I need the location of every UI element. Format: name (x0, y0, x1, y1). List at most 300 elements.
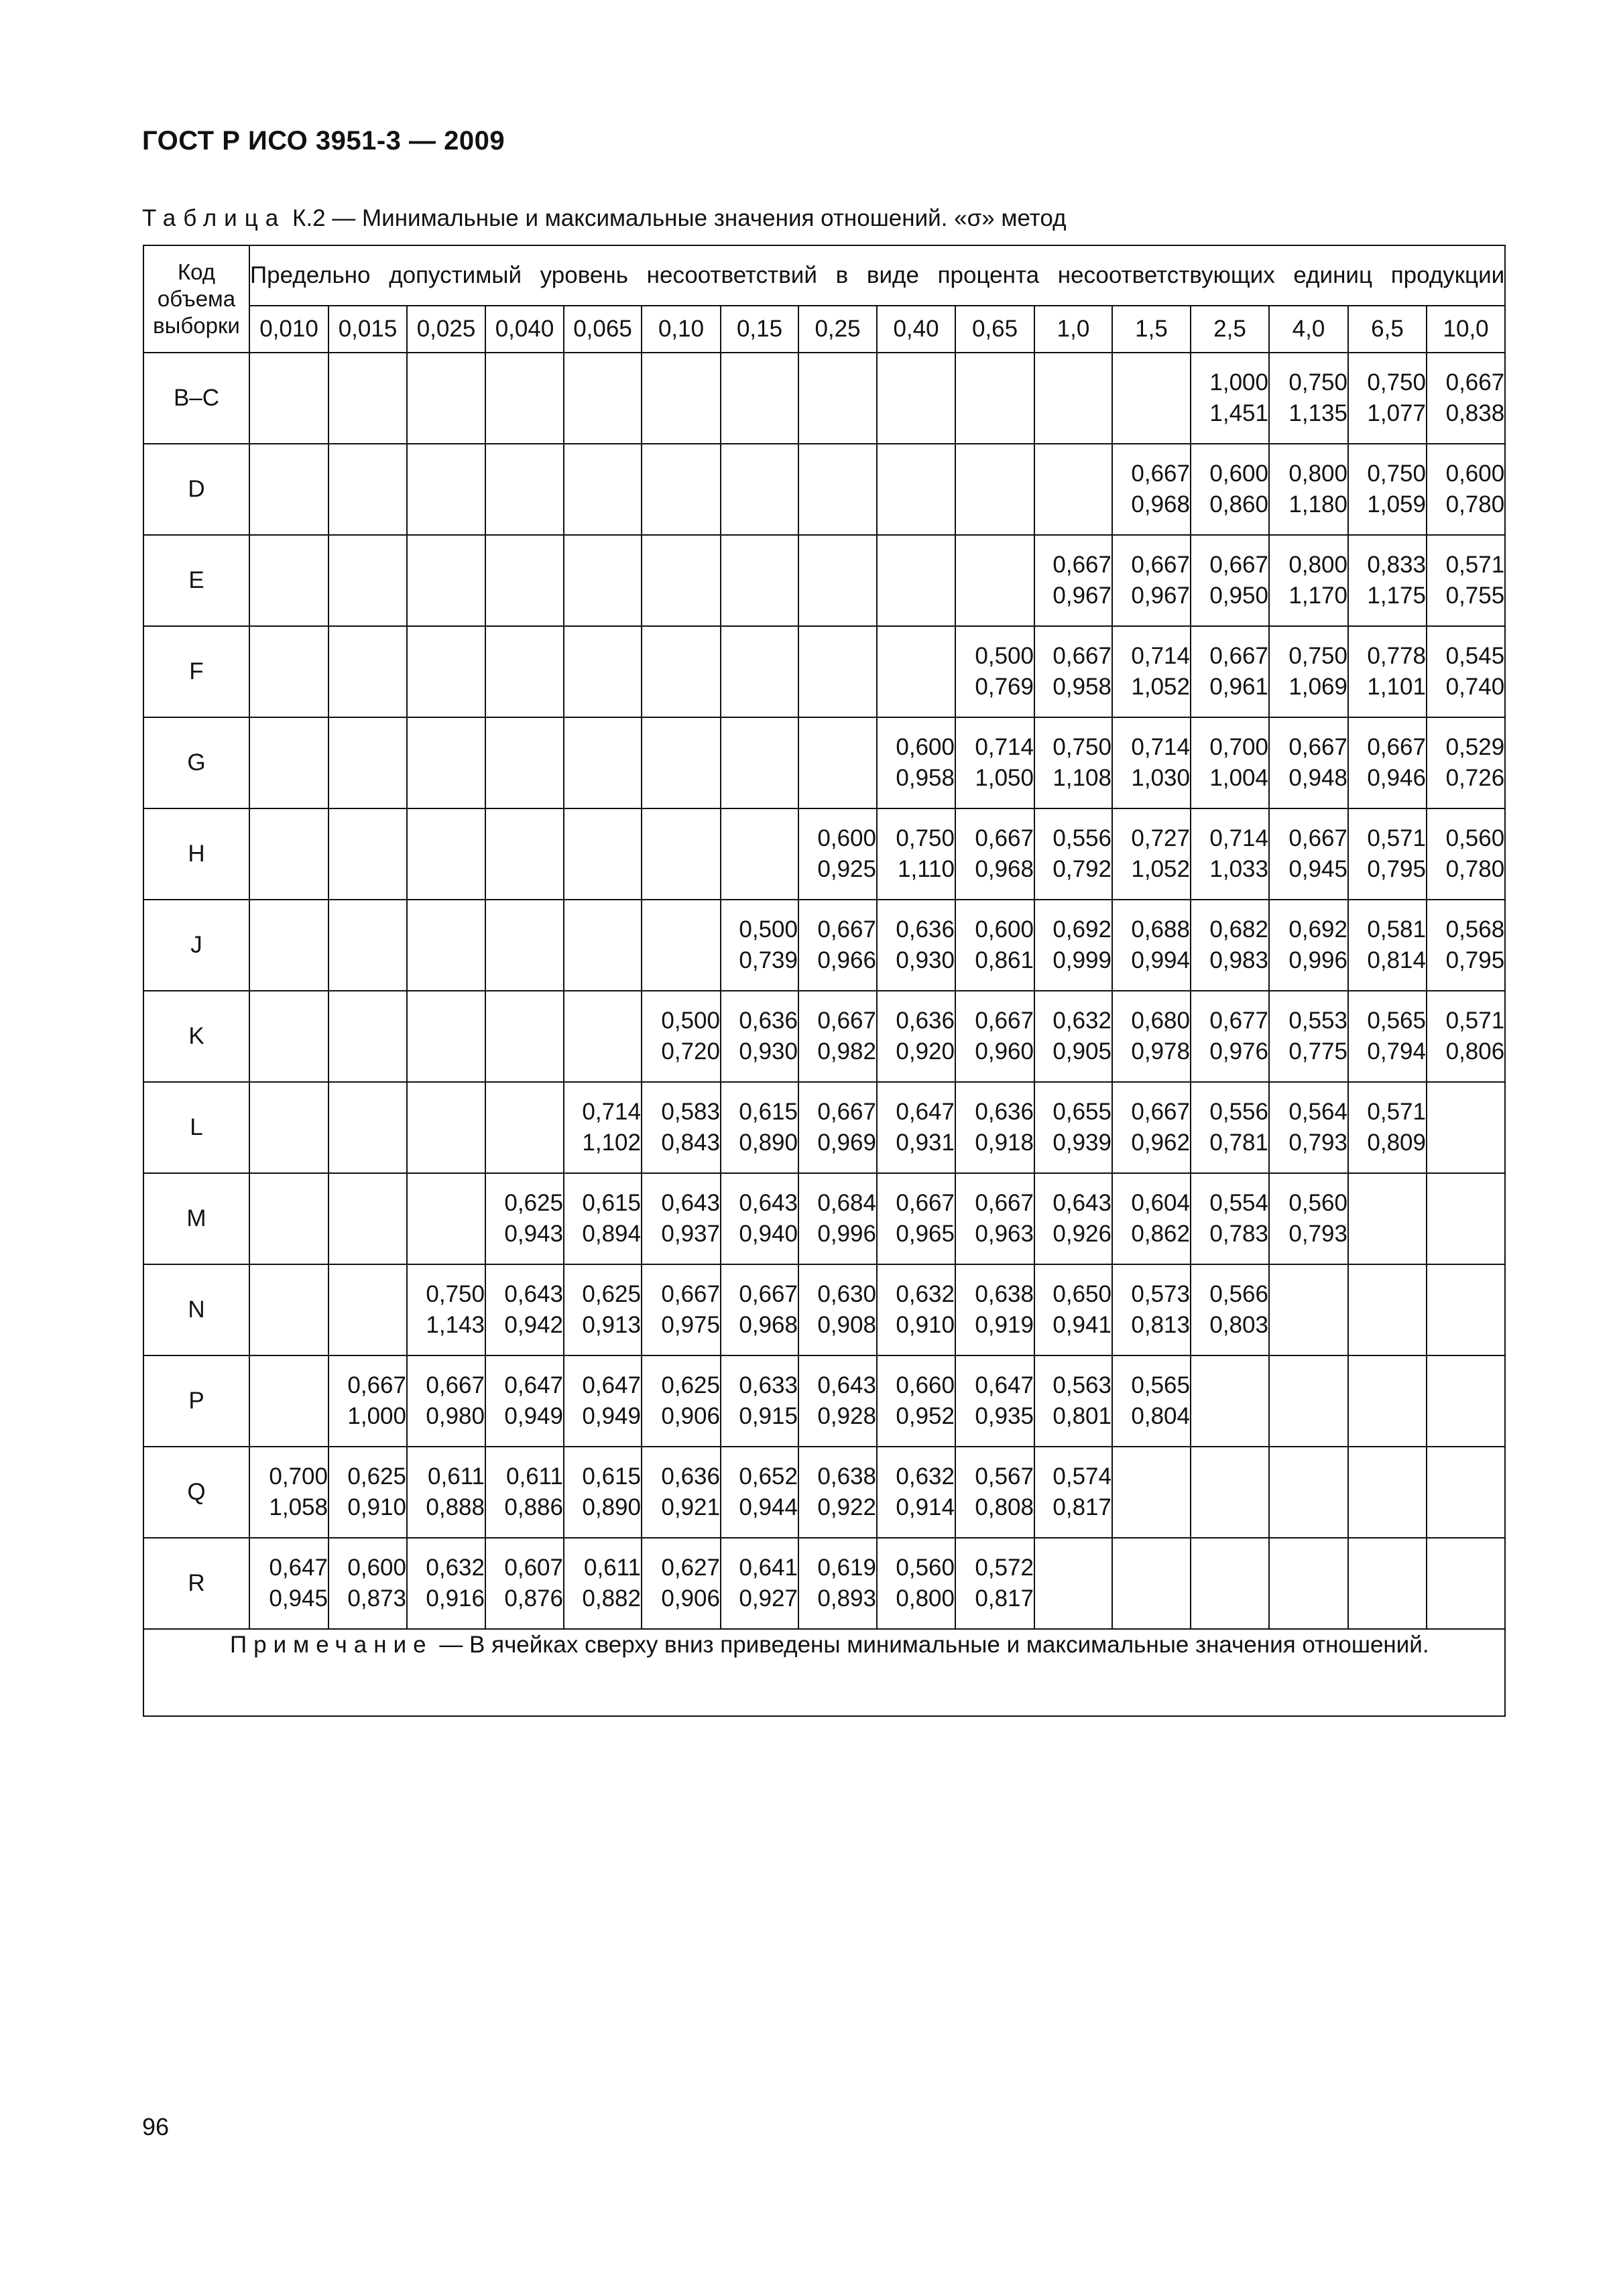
ratio-cell (642, 626, 721, 717)
ratio-cell (1191, 444, 1269, 535)
min-value: 0,615 (582, 1463, 641, 1490)
ratio-cell (721, 900, 798, 991)
ratio-cell (249, 1355, 328, 1447)
max-value: 0,908 (817, 1312, 876, 1338)
max-value: 0,780 (1445, 491, 1505, 518)
ratio-cell (1427, 991, 1505, 1082)
max-value: 1,102 (582, 1130, 641, 1156)
ratio-cell (328, 444, 407, 535)
min-value: 0,571 (1445, 552, 1505, 578)
ratio-cell (328, 1082, 407, 1173)
ratio-cell (877, 535, 955, 626)
ratio-cell (407, 535, 485, 626)
max-value: 1,030 (1131, 765, 1190, 791)
ratio-cell (407, 444, 485, 535)
max-value: 0,817 (975, 1585, 1034, 1612)
min-value: 0,647 (896, 1099, 955, 1125)
max-value: 0,945 (1288, 856, 1347, 882)
ratio-cell (1191, 900, 1269, 991)
ratio-cell (485, 353, 564, 444)
min-value: 0,600 (1209, 461, 1268, 487)
ratio-cell (1112, 626, 1191, 717)
ratio-cell (955, 1082, 1034, 1173)
ratio-cell (798, 717, 877, 808)
min-value: 0,692 (1053, 916, 1111, 943)
max-value: 0,926 (1053, 1221, 1111, 1247)
min-value: 0,638 (975, 1281, 1034, 1307)
max-value: 0,943 (504, 1221, 563, 1247)
ratio-cell (1112, 1355, 1191, 1447)
table-row (143, 444, 1505, 535)
max-value: 0,931 (896, 1130, 955, 1156)
ratio-cell (1427, 626, 1505, 717)
min-value: 0,611 (584, 1555, 641, 1581)
ratio-cell (1427, 535, 1505, 626)
min-value: 0,573 (1131, 1281, 1190, 1307)
max-value: 0,922 (817, 1494, 876, 1520)
min-value: 0,750 (426, 1281, 485, 1307)
ratio-cell (485, 1082, 564, 1173)
max-value: 0,996 (1288, 947, 1347, 973)
aql-column-header: 0,040 (485, 306, 564, 353)
ratio-cell (1112, 1264, 1191, 1355)
ratio-cell (407, 353, 485, 444)
max-value: 0,905 (1053, 1038, 1111, 1065)
ratio-cell (1191, 808, 1269, 900)
ratio-table (143, 245, 1506, 1717)
min-value: 0,655 (1053, 1099, 1111, 1125)
ratio-cell (485, 991, 564, 1082)
ratio-cell (1269, 991, 1348, 1082)
ratio-cell (1112, 808, 1191, 900)
ratio-cell (1191, 717, 1269, 808)
min-value: 0,667 (817, 1099, 876, 1125)
max-value: 0,817 (1053, 1494, 1111, 1520)
ratio-cell (877, 900, 955, 991)
ratio-cell (1269, 1082, 1348, 1173)
min-value: 0,630 (817, 1281, 876, 1307)
ratio-cell (1269, 808, 1348, 900)
ratio-cell (1034, 444, 1112, 535)
min-value: 0,633 (739, 1372, 798, 1398)
min-value: 0,667 (975, 1190, 1034, 1216)
ratio-cell (1034, 1264, 1112, 1355)
min-value: 0,714 (1131, 734, 1190, 760)
max-value: 0,860 (1209, 491, 1268, 518)
ratio-cell (407, 717, 485, 808)
min-value: 0,750 (1367, 369, 1426, 396)
table-note (143, 1629, 1505, 1716)
ratio-cell (1191, 1538, 1269, 1629)
max-value: 0,999 (1053, 947, 1111, 973)
aql-group-header: Предельно допустимый уровень несоответствий в виде процента несоответствующих единиц продукции (249, 245, 1505, 306)
ratio-cell (1034, 1173, 1112, 1264)
ratio-cell (485, 1355, 564, 1447)
sample-code: H (143, 808, 249, 900)
max-value: 0,780 (1445, 856, 1505, 882)
min-value: 0,625 (582, 1281, 641, 1307)
max-value: 1,135 (1288, 400, 1347, 426)
ratio-cell (877, 626, 955, 717)
max-value: 0,838 (1445, 400, 1505, 426)
sample-code: F (143, 626, 249, 717)
ratio-cell (1269, 900, 1348, 991)
max-value: 0,781 (1209, 1130, 1268, 1156)
min-value: 0,833 (1367, 552, 1426, 578)
min-value: 0,643 (504, 1281, 563, 1307)
ratio-cell (249, 717, 328, 808)
min-value: 0,583 (661, 1099, 720, 1125)
table-row (143, 1173, 1505, 1264)
ratio-cell (955, 808, 1034, 900)
table-row (143, 991, 1505, 1082)
ratio-cell (1191, 1082, 1269, 1173)
min-value: 1,000 (1209, 369, 1268, 396)
ratio-cell (1348, 444, 1427, 535)
max-value: 0,890 (739, 1130, 798, 1156)
max-value: 0,965 (896, 1221, 955, 1247)
max-value: 0,775 (1288, 1038, 1347, 1065)
ratio-cell (564, 1447, 642, 1538)
max-value: 1,108 (1053, 765, 1111, 791)
ratio-cell (721, 717, 798, 808)
max-value: 0,792 (1053, 856, 1111, 882)
max-value: 0,967 (1053, 583, 1111, 609)
min-value: 0,750 (1288, 369, 1347, 396)
ratio-cell (328, 535, 407, 626)
min-value: 0,667 (739, 1281, 798, 1307)
ratio-cell (1269, 535, 1348, 626)
ratio-cell (249, 991, 328, 1082)
min-value: 0,636 (975, 1099, 1034, 1125)
ratio-cell (642, 717, 721, 808)
sample-code: E (143, 535, 249, 626)
ratio-cell (798, 900, 877, 991)
min-value: 0,750 (1053, 734, 1111, 760)
ratio-cell (1348, 1082, 1427, 1173)
ratio-cell (407, 991, 485, 1082)
ratio-cell (1269, 1355, 1348, 1447)
ratio-cell (1034, 1355, 1112, 1447)
ratio-cell (1427, 900, 1505, 991)
min-value: 0,581 (1367, 916, 1426, 943)
ratio-cell (407, 1082, 485, 1173)
ratio-cell (721, 444, 798, 535)
ratio-cell (1034, 808, 1112, 900)
max-value: 0,983 (1209, 947, 1268, 973)
ratio-cell (721, 626, 798, 717)
min-value: 0,574 (1053, 1463, 1111, 1490)
ratio-cell (1112, 1447, 1191, 1538)
ratio-cell (485, 1447, 564, 1538)
max-value: 0,906 (661, 1403, 720, 1429)
ratio-cell (1348, 991, 1427, 1082)
min-value: 0,667 (347, 1372, 406, 1398)
max-value: 0,888 (426, 1494, 485, 1520)
sample-code: D (143, 444, 249, 535)
min-value: 0,652 (739, 1463, 798, 1490)
min-value: 0,566 (1209, 1281, 1268, 1307)
ratio-cell (249, 626, 328, 717)
ratio-cell (564, 535, 642, 626)
min-value: 0,667 (1288, 825, 1347, 851)
ratio-cell (1034, 900, 1112, 991)
max-value: 0,795 (1445, 947, 1505, 973)
ratio-cell (328, 808, 407, 900)
sample-code: R (143, 1538, 249, 1629)
ratio-cell (1269, 626, 1348, 717)
max-value: 0,935 (975, 1403, 1034, 1429)
max-value: 0,962 (1131, 1130, 1190, 1156)
max-value: 0,944 (739, 1494, 798, 1520)
max-value: 0,914 (896, 1494, 955, 1520)
ratio-cell (1269, 1264, 1348, 1355)
max-value: 0,967 (1131, 583, 1190, 609)
ratio-cell (1034, 626, 1112, 717)
ratio-cell (721, 1173, 798, 1264)
max-value: 0,921 (661, 1494, 720, 1520)
max-value: 1,069 (1288, 674, 1347, 700)
min-value: 0,564 (1288, 1099, 1347, 1125)
max-value: 0,958 (1053, 674, 1111, 700)
aql-column-header: 0,065 (564, 306, 642, 353)
ratio-cell (642, 353, 721, 444)
min-value: 0,636 (896, 916, 955, 943)
max-value: 0,945 (269, 1585, 328, 1612)
aql-column-header: 0,015 (328, 306, 407, 353)
min-value: 0,611 (506, 1463, 563, 1490)
ratio-cell (1191, 1355, 1269, 1447)
min-value: 0,600 (1445, 461, 1505, 487)
min-value: 0,641 (739, 1555, 798, 1581)
max-value: 0,946 (1367, 765, 1426, 791)
min-value: 0,500 (661, 1008, 720, 1034)
min-value: 0,571 (1445, 1008, 1505, 1034)
max-value: 0,886 (504, 1494, 563, 1520)
ratio-cell (1269, 717, 1348, 808)
ratio-cell (642, 535, 721, 626)
min-value: 0,750 (1288, 643, 1347, 669)
max-value: 0,913 (582, 1312, 641, 1338)
ratio-cell (877, 353, 955, 444)
min-value: 0,667 (817, 1008, 876, 1034)
max-value: 0,937 (661, 1221, 720, 1247)
min-value: 0,667 (1131, 461, 1190, 487)
ratio-cell (1427, 1173, 1505, 1264)
min-value: 0,604 (1131, 1190, 1190, 1216)
min-value: 0,643 (661, 1190, 720, 1216)
table-row (143, 626, 1505, 717)
ratio-cell (1034, 1538, 1112, 1629)
ratio-cell (249, 808, 328, 900)
max-value: 0,919 (975, 1312, 1034, 1338)
max-value: 0,925 (817, 856, 876, 882)
max-value: 1,077 (1367, 400, 1426, 426)
max-value: 0,927 (739, 1585, 798, 1612)
ratio-cell (642, 808, 721, 900)
ratio-cell (877, 1538, 955, 1629)
max-value: 0,915 (739, 1403, 798, 1429)
ratio-cell (642, 1447, 721, 1538)
ratio-cell (1034, 1447, 1112, 1538)
max-value: 0,968 (739, 1312, 798, 1338)
min-value: 0,600 (817, 825, 876, 851)
code-header: Код объема выборки (143, 245, 249, 353)
ratio-cell (564, 991, 642, 1082)
max-value: 0,949 (504, 1403, 563, 1429)
max-value: 0,882 (582, 1585, 641, 1612)
min-value: 0,800 (1288, 461, 1347, 487)
ratio-cell (877, 1082, 955, 1173)
max-value: 0,942 (504, 1312, 563, 1338)
ratio-cell (1034, 535, 1112, 626)
aql-column-header: 0,010 (249, 306, 328, 353)
min-value: 0,560 (896, 1555, 955, 1581)
min-value: 0,571 (1367, 1099, 1426, 1125)
min-value: 0,727 (1131, 825, 1190, 851)
max-value: 0,940 (739, 1221, 798, 1247)
ratio-cell (877, 444, 955, 535)
max-value: 1,004 (1209, 765, 1268, 791)
ratio-cell (407, 1447, 485, 1538)
ratio-cell (564, 1264, 642, 1355)
max-value: 0,843 (661, 1130, 720, 1156)
ratio-cell (721, 1082, 798, 1173)
ratio-cell (1034, 717, 1112, 808)
ratio-cell (407, 1264, 485, 1355)
ratio-cell (328, 626, 407, 717)
ratio-cell (1427, 808, 1505, 900)
max-value: 0,960 (975, 1038, 1034, 1065)
max-value: 0,976 (1209, 1038, 1268, 1065)
min-value: 0,565 (1131, 1372, 1190, 1398)
sample-code: B–C (143, 353, 249, 444)
min-value: 0,750 (1367, 461, 1426, 487)
min-value: 0,677 (1209, 1008, 1268, 1034)
min-value: 0,500 (975, 643, 1034, 669)
max-value: 0,952 (896, 1403, 955, 1429)
ratio-cell (721, 1264, 798, 1355)
ratio-cell (1112, 1538, 1191, 1629)
ratio-cell (955, 353, 1034, 444)
min-value: 0,714 (1131, 643, 1190, 669)
ratio-cell (798, 1082, 877, 1173)
max-value: 0,928 (817, 1403, 876, 1429)
min-value: 0,667 (1131, 1099, 1190, 1125)
min-value: 0,667 (1288, 734, 1347, 760)
max-value: 0,930 (896, 947, 955, 973)
document-header: ГОСТ Р ИСО 3951-3 — 2009 (142, 126, 505, 156)
ratio-cell (1427, 717, 1505, 808)
max-value: 0,894 (582, 1221, 641, 1247)
ratio-cell (249, 353, 328, 444)
min-value: 0,667 (1131, 552, 1190, 578)
min-value: 0,667 (1367, 734, 1426, 760)
sample-code: K (143, 991, 249, 1082)
ratio-cell (1427, 1447, 1505, 1538)
max-value: 0,939 (1053, 1130, 1111, 1156)
max-value: 0,968 (975, 856, 1034, 882)
min-value: 0,647 (504, 1372, 563, 1398)
sample-code: N (143, 1264, 249, 1355)
max-value: 0,814 (1367, 947, 1426, 973)
table-row (143, 900, 1505, 991)
min-value: 0,619 (817, 1555, 876, 1581)
min-value: 0,667 (1445, 369, 1505, 396)
min-value: 0,667 (1053, 643, 1111, 669)
max-value: 0,906 (661, 1585, 720, 1612)
ratio-cell (642, 1355, 721, 1447)
max-value: 1,052 (1131, 856, 1190, 882)
ratio-cell (407, 1355, 485, 1447)
ratio-cell (1112, 717, 1191, 808)
ratio-cell (798, 1173, 877, 1264)
ratio-cell (485, 1173, 564, 1264)
ratio-cell (642, 991, 721, 1082)
ratio-cell (955, 1447, 1034, 1538)
ratio-cell (485, 626, 564, 717)
min-value: 0,529 (1445, 734, 1505, 760)
min-value: 0,607 (504, 1555, 563, 1581)
ratio-cell (955, 1264, 1034, 1355)
ratio-cell (955, 991, 1034, 1082)
min-value: 0,572 (975, 1555, 1034, 1581)
ratio-cell (485, 808, 564, 900)
aql-column-header: 1,0 (1034, 306, 1112, 353)
min-value: 0,600 (896, 734, 955, 760)
min-value: 0,632 (426, 1555, 485, 1581)
min-value: 0,800 (1288, 552, 1347, 578)
max-value: 0,808 (975, 1494, 1034, 1520)
max-value: 0,910 (347, 1494, 406, 1520)
min-value: 0,600 (975, 916, 1034, 943)
caption-label: Таблица (142, 205, 286, 231)
max-value: 0,806 (1445, 1038, 1505, 1065)
ratio-cell (955, 444, 1034, 535)
ratio-cell (798, 444, 877, 535)
ratio-cell (798, 535, 877, 626)
ratio-cell (642, 1173, 721, 1264)
ratio-cell (328, 1538, 407, 1629)
max-value: 0,910 (896, 1312, 955, 1338)
min-value: 0,684 (817, 1190, 876, 1216)
aql-column-header: 0,10 (642, 306, 721, 353)
max-value: 0,982 (817, 1038, 876, 1065)
max-value: 0,739 (739, 947, 798, 973)
ratio-cell (1348, 626, 1427, 717)
ratio-cell (1348, 535, 1427, 626)
min-value: 0,615 (739, 1099, 798, 1125)
ratio-cell (407, 900, 485, 991)
min-value: 0,625 (661, 1372, 720, 1398)
aql-column-header: 0,25 (798, 306, 877, 353)
ratio-cell (407, 808, 485, 900)
ratio-cell (485, 900, 564, 991)
min-value: 0,600 (347, 1555, 406, 1581)
ratio-cell (1034, 353, 1112, 444)
ratio-cell (1348, 717, 1427, 808)
min-value: 0,625 (504, 1190, 563, 1216)
max-value: 0,804 (1131, 1403, 1190, 1429)
ratio-cell (564, 1173, 642, 1264)
ratio-cell (1427, 1264, 1505, 1355)
ratio-cell (955, 626, 1034, 717)
min-value: 0,556 (1053, 825, 1111, 851)
ratio-cell (642, 1082, 721, 1173)
sample-code: L (143, 1082, 249, 1173)
ratio-cell (642, 1264, 721, 1355)
ratio-cell (955, 1355, 1034, 1447)
